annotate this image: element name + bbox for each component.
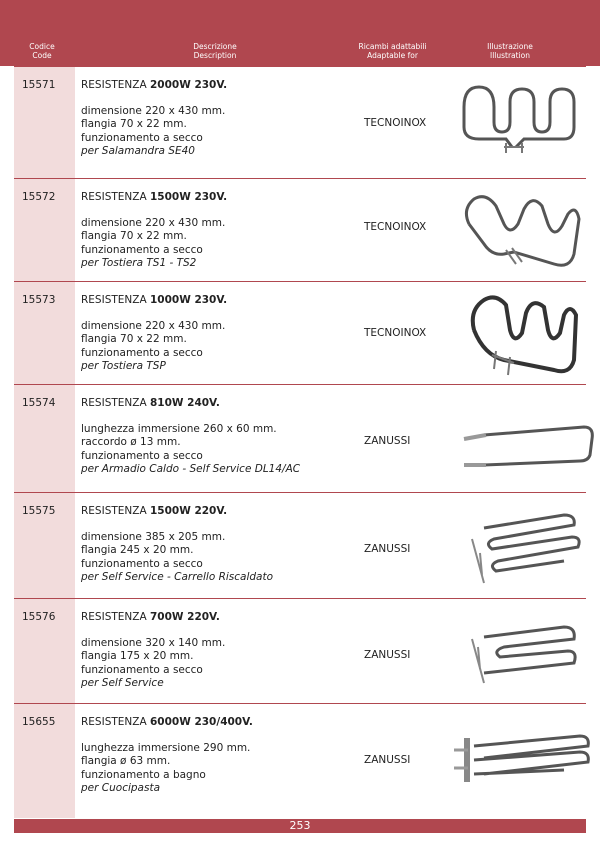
product-description: RESISTENZA 1500W 230V. dimensione 220 x 430 mm. flangia 70 x 22 mm. funzionamento a secco per Tostiera TS1 - TS2 <box>81 191 228 269</box>
heating-element-image <box>444 617 584 697</box>
header-description: Descrizione Description <box>193 42 237 60</box>
product-description: RESISTENZA 810W 240V. lunghezza immersione 260 x 60 mm. raccordo ø 13 mm. funzionamento a secco per Armadio Caldo - Self Service DL14/AC <box>81 397 301 475</box>
product-code: 15576 <box>22 611 56 623</box>
header-illustration: Illustrazione Illustration <box>487 42 533 60</box>
header-adaptable: Ricambi adattabili Adaptable for <box>358 42 427 60</box>
table-row <box>14 703 586 820</box>
product-code: 15574 <box>22 397 56 409</box>
product-code: 15655 <box>22 716 56 728</box>
product-description: RESISTENZA 1000W 230V. dimensione 220 x 430 mm. flangia 70 x 22 mm. funzionamento a secco per Tostiera TSP <box>81 294 228 372</box>
table-row <box>14 281 586 385</box>
table-row <box>14 492 586 599</box>
heating-element-image <box>444 503 584 593</box>
heating-element-image <box>444 405 594 475</box>
product-code: 15571 <box>22 79 56 91</box>
product-code: 15572 <box>22 191 56 203</box>
heating-element-image <box>444 724 594 804</box>
heating-element-image <box>444 285 584 380</box>
adaptable-brand: TECNOINOX <box>364 117 427 129</box>
page-number: 253 <box>14 819 586 833</box>
product-description: RESISTENZA 1500W 220V. dimensione 385 x 205 mm. flangia 245 x 20 mm. funzionamento a secco per Self Service - Carrello Riscaldato <box>81 505 274 583</box>
heating-element-image <box>444 77 584 157</box>
header-code: Codice Code <box>29 42 55 60</box>
product-code: 15573 <box>22 294 56 306</box>
adaptable-brand: ZANUSSI <box>364 543 411 555</box>
adaptable-brand: ZANUSSI <box>364 649 411 661</box>
adaptable-brand: TECNOINOX <box>364 221 427 233</box>
product-description: RESISTENZA 700W 220V. dimensione 320 x 140 mm. flangia 175 x 20 mm. funzionamento a secco per Self Service <box>81 611 226 689</box>
adaptable-brand: ZANUSSI <box>364 754 411 766</box>
heating-element-image <box>444 184 584 274</box>
product-code: 15575 <box>22 505 56 517</box>
flange-shape <box>464 738 470 782</box>
product-description: RESISTENZA 2000W 230V. dimensione 220 x 430 mm. flangia 70 x 22 mm. funzionamento a secco per Salamandra SE40 <box>81 79 228 157</box>
product-description: RESISTENZA 6000W 230/400V. lunghezza immersione 290 mm. flangia ø 63 mm. funzionamento a bagno per Cuocipasta <box>81 716 253 794</box>
table-row <box>14 66 586 179</box>
table-row <box>14 384 586 493</box>
table-row <box>14 598 586 704</box>
adaptable-brand: TECNOINOX <box>364 327 427 339</box>
adaptable-brand: ZANUSSI <box>364 435 411 447</box>
table-row <box>14 178 586 282</box>
